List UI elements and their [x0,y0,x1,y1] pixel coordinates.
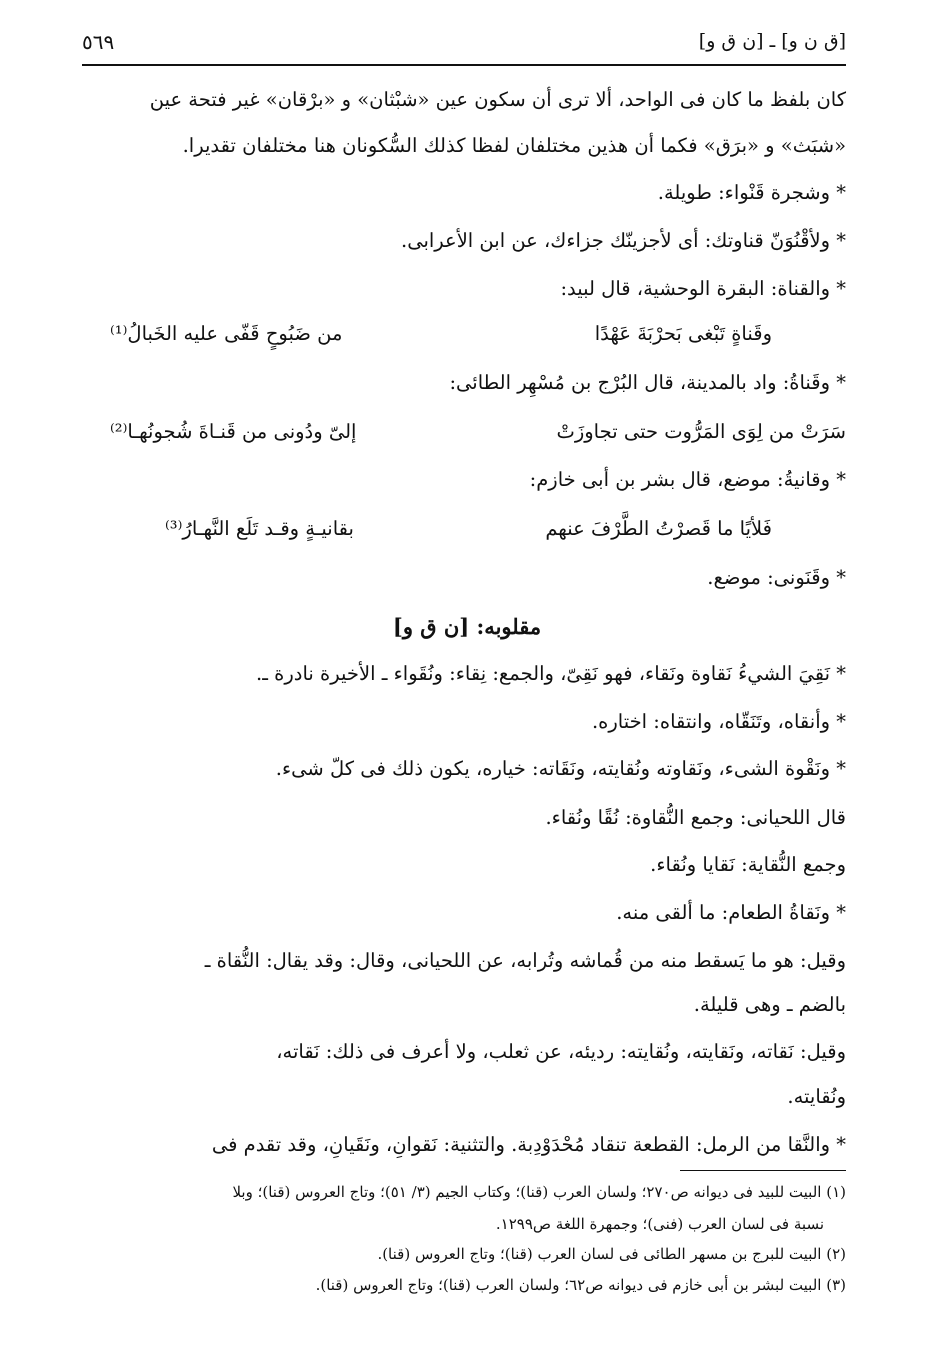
header-rule [82,64,846,66]
text-line: وقيل: هو ما يَسقط منه من قُماشه وتُرابه، عن اللحيانى، وقال: وقد يقال: النُّقاة ـ [204,949,846,972]
footnote-rule [680,1170,846,1171]
verse-hemistich-right: وقَناةٍ تَبْغى بَحرْبَةَ عَهْدًا [594,322,772,345]
entry-line: * وقَناةُ: واد بالمدينة، قال البُرْج بن مُسْهِر الطائى: [449,371,846,394]
verse-hemistich-right: فَلأيًا ما قَصرْتُ الطَّرْفَ عنهم [545,517,772,540]
entry-line: * وقانيةُ: موضع، قال بشر بن أبى خازم: [529,468,846,491]
text-line: كان بلفظ ما كان فى الواحد، ألا ترى أن سكون عين «شبْثان» و «برْقان» غير فتحة عين [149,88,846,111]
text-line: وقيل: نَقاته، ونَقايته، ونُقايته: رديئه، عن ثعلب، ولا أعرف فى ذلك: نَقاته، [276,1040,846,1063]
entry-line: * نَقِيَ الشيءُ نَقاوة ونَقاء، فهو نَقِىّ، والجمع: نِقاء: ونُقَواء ـ الأخيرة نادرة ـ. [256,662,846,685]
text-line: ونُقايته. [787,1085,846,1108]
footnote: (٢) البيت للبرج بن مسهر الطائى فى لسان العرب (قنا)؛ وتاج العروس (قنا). [377,1245,846,1263]
page-number: ٥٦٩ [82,30,115,54]
verse-hemistich-right: سَرَتْ من لِوَى المَرُّوت حتى تجاوزَتْ [556,420,846,443]
text-line: «شبَث» و «برَق» فكما أن هذين مختلفان لفظا كذلك السُّكونان هنا مختلفان تقديرا. [182,134,846,157]
entry-line: * وقَنَونى: موضع. [707,566,846,589]
footnote: (١) البيت للبيد فى ديوانه ص٢٧٠؛ ولسان العرب (قنا)؛ وكتاب الجيم (٣/ ٥١)؛ وتاج العروس (قنا)؛ وبلا [232,1183,846,1201]
entry-line: * ونَقْوة الشىء، ونَقاوته ونُقايته، ونَقَاته: خياره، يكون ذلك فى كلّ شىء. [275,757,846,780]
footnote-continuation: نسبة فى لسان العرب (فنى)؛ وجمهرة اللغة ص١٢٩٩. [495,1215,824,1233]
entry-line: * والنَّقا من الرمل: القطعة تنقاد مُحْدَوْدِبة. والتثنية: نَقوانِ، ونَقَيانِ، وقد تقدم فى [211,1133,846,1156]
section-heading: مقلوبه: [ن ق و] [392,614,542,639]
verse-hemistich-left: إلىّ ودُونى من قَنـاةَ شُجونُهـا⁽²⁾ [110,420,357,443]
entry-line: * ولأقْنُوَنّ قناوتك: أى لأجزينّك جزاءك، عن ابن الأعرابى. [401,229,846,252]
text-line: بالضم ـ وهى قليلة. [693,993,846,1016]
entry-line: * ونَقاةُ الطعام: ما ألقى منه. [616,901,846,924]
verse-hemistich-left: من ضَبُوحٍ قَفّى عليه الخَبالُ⁽¹⁾ [110,322,343,345]
running-header: [ق ن و] ـ [ن ق و] [698,30,846,52]
text-line: وجمع النُّقاية: نَقايا ونُقاء. [650,853,846,876]
entry-line: * وأنقاه، وتَنَقّاه، وانتقاه: اختاره. [591,710,846,733]
entry-line: * والقناة: البقرة الوحشية، قال لبيد: [560,277,846,300]
text-line: قال اللحيانى: وجمع النُّقاوة: نُقًا ونُقاء. [545,806,846,829]
verse-hemistich-left: بقانيـةٍ وقـد تَلَع النَّهـارُ⁽³⁾ [165,517,354,540]
entry-line: * وشجرة قَنْواء: طويلة. [657,181,846,204]
footnote: (٣) البيت لبشر بن أبى خازم فى ديوانه ص٦٢؛ ولسان العرب (قنا)؛ وتاج العروس (قنا). [315,1276,846,1294]
